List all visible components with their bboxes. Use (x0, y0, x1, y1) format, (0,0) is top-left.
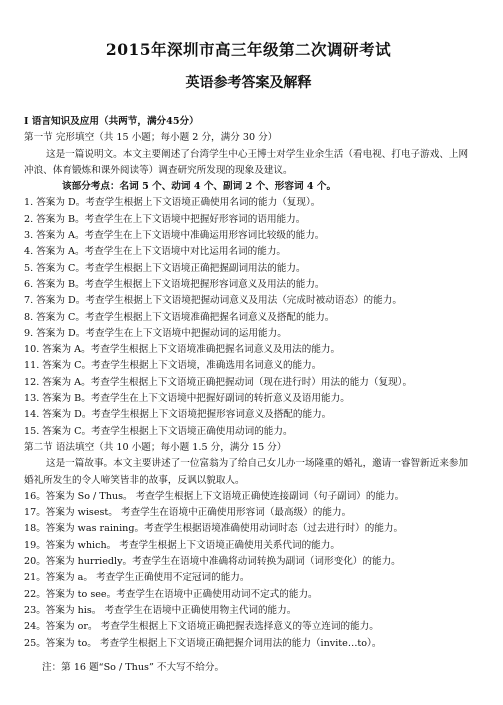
footnote: 注：第 16 题“So / Thus” 不大写不给分。 (42, 661, 225, 673)
answer-item: 20。答案为 hurriedly。考查学生在语境中准确将动词转换为副词（词形变化）的能力。 (24, 556, 401, 568)
answer-item: 15. 答案为 C。考查学生根据上下文语境正确使用动词的能力。 (24, 425, 293, 437)
answer-item: 6. 答案为 B。考查学生根据上下文语境把握形容词意义及用法的能力。 (24, 278, 325, 290)
answer-item: 8. 答案为 C。考查学生根据上下文语境准确把握名词意义及搭配的能力。 (24, 311, 335, 323)
answer-item: 17。答案为 wisest。 考查学生在语境中正确使用形容词（最高级）的能力。 (24, 507, 352, 519)
answer-item: 21。答案为 a。 考查学生正确使用不定冠词的能力。 (24, 572, 250, 584)
answer-item: 10. 答案为 A。考查学生根据上下文语境准确把握名词意义及用法的能力。 (24, 344, 341, 356)
answer-item: 24。答案为 or。 考查学生根据上下文语境正确把握表选择意义的等立连词的能力。 (24, 621, 379, 633)
answer-item: 16。答案为 So / Thus。 考查学生根据上下文语境正确使连接副词（句子副词）的能力。 (24, 490, 405, 502)
grammar-answer-list (24, 489, 473, 652)
section1-intro: 这是一篇说明文。本文主要阐述了台湾学生中心王博士对学生业余生活（看电视、打电子游戏、上网冲浪、体育锻炼和课外阅读等）调查研究所发现的现象及建议。 (24, 148, 469, 176)
answer-item: 9. 答案为 D。考查学生在上下文语境中把握动词的运用能力。 (24, 327, 287, 339)
answer-item: 23。答案为 his。 考查学生在语境中正确使用物主代词的能力。 (24, 604, 297, 616)
answer-item: 1. 答案为 D。考查学生根据上下文语境正确使用名词的能力（复现）。 (24, 197, 321, 209)
answer-item: 18。答案为 was raining。考查学生根据语境准确使用动词时态（过去进行时）的能力。 (24, 523, 404, 535)
answer-item: 5. 答案为 C。考查学生根据上下文语境正确把握副词用法的能力。 (24, 262, 306, 274)
section1-stats: 该部分考点：名词 5 个、动词 4 个、副词 2 个、形容词 4 个。 (62, 181, 337, 193)
answer-item: 7. 答案为 D。考查学生根据上下文语境把握动词意义及用法（完成时被动语态）的能力。 (24, 295, 402, 307)
answer-item: 11. 答案为 C。考查学生根据上下文语境，准确选用名词意义的能力。 (24, 360, 322, 372)
section1-heading: 第一节 完形填空（共 15 小题；每小题 2 分，满分 30 分） (24, 132, 278, 144)
section2-heading: 第二节 语法填空（共 10 小题；每小题 1.5 分，满分 15 分） (24, 441, 287, 453)
answer-item: 4. 答案为 A。考查学生在上下文语境中对比运用名词的能力。 (24, 246, 287, 258)
section2-intro: 这是一篇故事。本文主要讲述了一位富翁为了给自己女儿办一场隆重的婚礼，邀请一睿智新近来参加婚礼所发生的令人啼笑皆非的故事，反讽以貌取人。 (24, 458, 469, 486)
answer-item: 13. 答案为 B。考查学生在上下文语境中把握好副词的转折意义及语用能力。 (24, 393, 350, 405)
answer-item: 14. 答案为 D。考查学生根据上下文语境把握形容词意义及搭配的能力。 (24, 409, 332, 421)
cloze-answer-list (24, 195, 473, 439)
document-title: 2015年深圳市高三年级第二次调研考试 (105, 40, 392, 59)
answer-item: 12. 答案为 A。考查学生根据上下文语境正确把握动词（现在进行时）用法的能力（复现）。 (24, 376, 413, 388)
answer-item: 19。答案为 which。 考查学生根据上下文语境正确使用关系代词的能力。 (24, 539, 340, 551)
answer-item: 22。答案为 to see。考查学生在语境中正确使用动词不定式的能力。 (24, 588, 318, 600)
part-heading: Ⅰ 语言知识及应用（共两节，满分45分） (24, 116, 199, 127)
answer-item: 2. 答案为 B。考查学生在上下文语境中把握好形容词的语用能力。 (24, 213, 306, 225)
answer-item: 3. 答案为 A。考查学生在上下文语境中准确运用形容词比较级的能力。 (24, 230, 325, 242)
answer-item: 25。答案为 to。 考查学生根据上下文语境正确把握介词用法的能力（invite…to）。 (24, 637, 382, 649)
document-subtitle: 英语参考答案及解释 (185, 75, 312, 91)
